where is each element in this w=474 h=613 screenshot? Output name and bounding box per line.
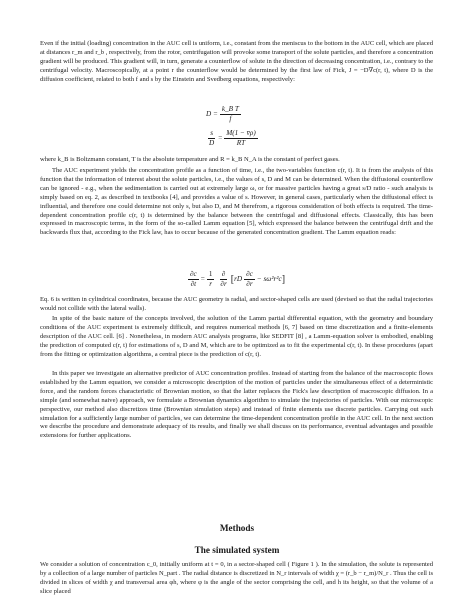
eq-s-rhs-fraction: [224, 129, 257, 147]
lamm-f3-denominator: ∂r: [246, 279, 253, 288]
lamm-rd: rD: [234, 274, 243, 283]
lamm-dc-dr: [244, 270, 255, 288]
eq-d-numerator: k_B T: [221, 105, 239, 113]
lamm-f1-denominator: r: [209, 279, 213, 288]
lamm-solution-paragraph: [40, 315, 433, 360]
paragraph-constants: where k_B is Boltzmann constant, T is the absolute temperature and R = k_B N_A is the constant of perfect gases.: [40, 156, 340, 163]
lamm-lhs-numerator: ∂c: [190, 270, 197, 278]
lamm-lhs-fraction: [188, 270, 199, 288]
eq-s-equals: =: [218, 133, 223, 142]
cylindrical-paragraph: [40, 296, 433, 314]
eq-s-lhs-fraction: [207, 129, 216, 147]
eq-d-lhs: D =: [206, 109, 218, 118]
lamm-f3-numerator: ∂c: [246, 270, 253, 278]
lamm-f1-numerator: 1: [208, 270, 213, 278]
lamm-f2-denominator: ∂r: [220, 279, 227, 288]
methods-heading: Methods: [219, 523, 255, 533]
simulated-system-paragraph: [40, 561, 433, 597]
eq-s-lhs-denominator: D: [209, 138, 215, 147]
paragraph-simulated-system: We consider a solution of concentration c_0, initially uniform at t = 0, in a sector-shaped cell ( Figure 1 ). In the simulation, the solute is represented by a collection of a large number of particles N_part . The radial distance is discretized in N_r intervals of width χ = (r_b − r_m)/N_r . Thus the cell is divided in slices of width χ and transversal area φh, where φ is the angle of the sector comprising the cell, and h its height, so that the volume of a slice placed: [40, 561, 433, 595]
paragraph-transport: Even if the initial (loading) concentration in the AUC cell is uniform, i.e., constant from the meniscus to the bottom in the AUC cell, which are placed at distances r_m and r_b , respectively, from the rotor, centrifugation will provoke some transport of the solute particles, and therefore a concentration gradient will be produced. This gradient will, in turn, generate a counterflow of solute in the direction of decreasing concentration, i.e., contrary to the centrifugal velocity. Macroscopically, at a point r the counterflow would be determined by the first law of Fick, J = −D∇c(r, t), where D is the diffusion coefficient, related to both f and s by the Einstein and Svedberg equations, respectively:: [40, 40, 433, 83]
eq-d-fraction: [220, 105, 241, 123]
eq-s-rhs-denominator: RT: [236, 138, 246, 147]
paragraph-cylindrical: Eq. 6 is written in cylindrical coordinates, because the AUC geometry is radial, and sector-shaped cells are used (devised so that the radial trajectories would not collide with the lateral walls).: [40, 296, 433, 312]
paragraph-lamm-solution: In spite of the basic nature of the concepts involved, the solution of the Lamm partial differential equation, with the geometry and boundary conditions of the AUC experiment is extremely difficult, and requires numerical methods [6, 7] based on time discretization and a finite-elements description of the AUC cell. [6] . Nonetheless, in modern AUC analysis programs, like SEDFIT [8] , a Lamm-equation solver is embodied, enabling the prediction of computed c(r, t) for estimations of s, D and M, which are to be optimized as to fit the experimental c(r, t). In these procedures (apart from the fitting or optimization algorithms, a central piece is the prediction of c(r, t).: [40, 315, 433, 358]
intro-paragraph: [40, 40, 433, 85]
paragraph-this-paper: In this paper we investigate an alternative predictor of AUC concentration profiles. Instead of starting from the balance of the macroscopic flows established by the Lamm equation, we consider a microscopic description of the motion of particles under the simultaneous effect of a deterministic force, and the random forces characteristic of Brownian motion, so that the latter replaces the Fick's law description of macroscopic diffusion. In a simple (and somewhat naive) approach, we formulate a Brownian dynamics algorithm to simulate the trajectories of particles. With our microscopic perspective, our method also discretizes time (Brownian simulation steps) and instead of finite elements use discrete particles. Carrying out such simulation for a sufficiently large number of particles, we can determine the time-dependent concentration profile in the AUC cell. In the next section we describe the procedure and demonstrate adequacy of its results, and finally we shall discuss on its performance, eventual advantages and possible extensions for further applications.: [40, 370, 433, 440]
lamm-equals: =: [200, 274, 205, 283]
constants-paragraph: [40, 156, 433, 165]
this-paper-paragraph: [40, 370, 433, 441]
paragraph-auc-experiment: The AUC experiment yields the concentration profile as a function of time, i.e., the two-variables function c(r, t). It is from the analysis of this function that the information of interest about the solute particles, i.e., the values of s, D and M can be determined. When the diffusional counterflow can be ignored - e.g., when the sedimentation is carried out at extremely large ω, or for massive particles having a great s/D ratio - such analysis is simply based on eq. 2, as described in textbooks [4], and provides a value of s. However, in general cases, particularly when the diffusional effect is influential, and therefore one could determine not only s, but also D, and M therefrom, a rigorous consideration of both effects is required. The time-dependent concentration profile c(r, t) is determined by the balance between the centrifugal and diffusional effects. Classically, this has been expressed in macroscopic terms, in the form of the so-called Lamm equation [5], which expressed the balance between the centrifugal drift and the backwards flux that, according to the Fick law, has to occur because of the generated concentration gradient. The Lamm equation reads:: [40, 167, 433, 237]
lamm-f2-numerator: ∂: [221, 270, 226, 278]
eq-d-denominator: f: [229, 114, 232, 123]
lamm-close-bracket: ]: [281, 273, 286, 285]
simulated-system-heading: The simulated system: [194, 545, 280, 555]
eq-s-lhs-numerator: s: [210, 129, 213, 137]
lamm-one-over-r: [207, 270, 215, 288]
lamm-tail: − sω²r²c: [256, 274, 282, 283]
eq-s-rhs-numerator: M(1 − v̄ρ): [226, 129, 256, 137]
auc-experiment-paragraph: [40, 167, 433, 238]
lamm-partial-r: [218, 270, 228, 288]
lamm-open-bracket: [: [230, 273, 235, 285]
lamm-lhs-denominator: ∂t: [190, 279, 197, 288]
